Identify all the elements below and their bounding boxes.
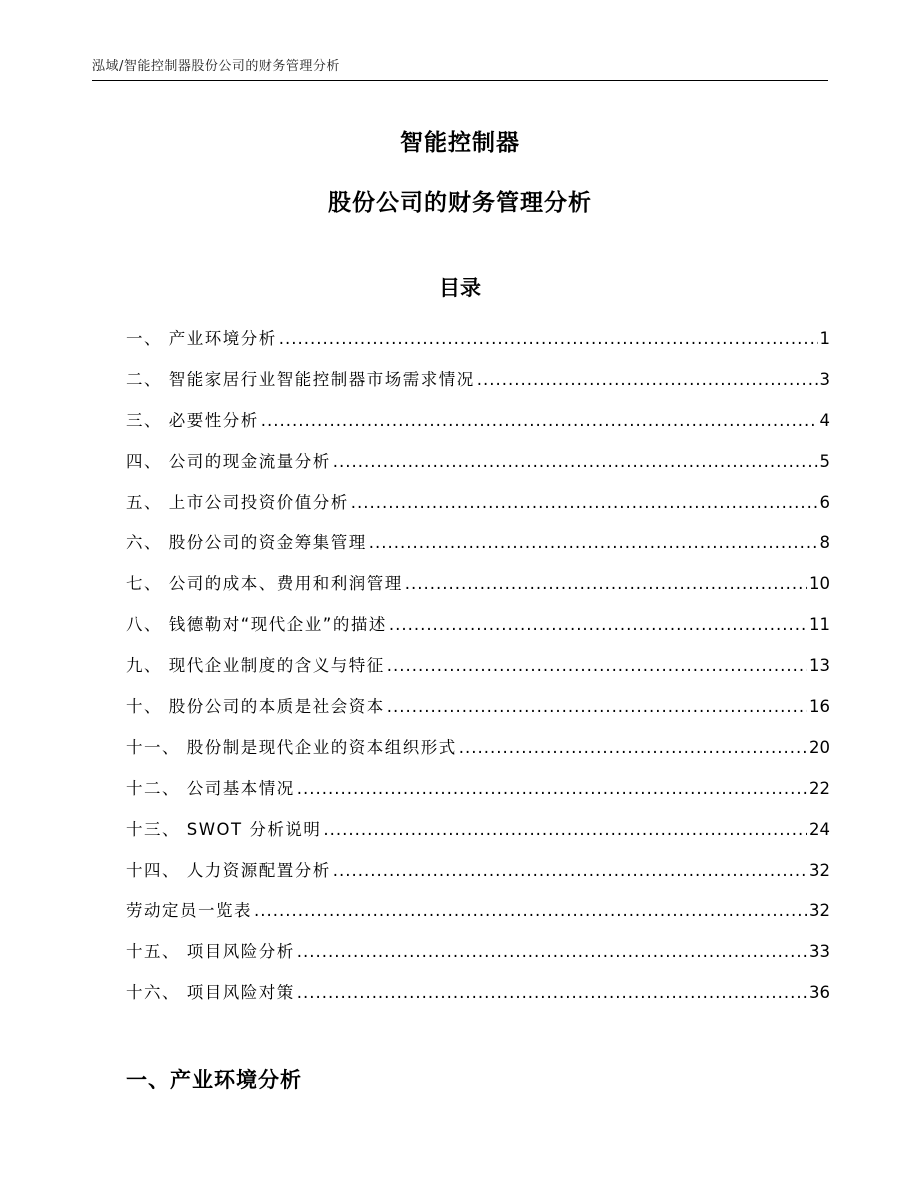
- toc-leader-dots: [297, 779, 807, 798]
- toc-entry-page: 1: [819, 329, 830, 348]
- toc-entry-page: 16: [809, 697, 830, 717]
- toc-entry[interactable]: [126, 611, 830, 652]
- toc-leader-dots: [323, 820, 807, 839]
- toc-entry-page: 10: [809, 574, 830, 594]
- toc-entry[interactable]: [126, 489, 830, 530]
- toc-entry-page: 3: [819, 369, 830, 389]
- toc-leader-dots: [389, 615, 807, 634]
- toc-entry-label: 十四、 人力资源配置分析: [126, 860, 331, 880]
- toc-entry[interactable]: [126, 775, 830, 816]
- toc-leader-dots: [405, 574, 807, 593]
- document-title-line-1: 智能控制器: [400, 130, 520, 156]
- toc-entry[interactable]: [126, 693, 830, 734]
- toc-entry[interactable]: [126, 734, 830, 775]
- toc-entry-page: 4: [819, 410, 830, 430]
- toc-leader-dots: [477, 370, 818, 389]
- toc-entry-label: 八、 钱德勒对“现代企业”的描述: [126, 615, 387, 635]
- toc-entry-page: 36: [809, 983, 830, 1003]
- toc-entry[interactable]: [126, 366, 830, 407]
- toc-entry-page: 6: [819, 492, 830, 512]
- toc-entry[interactable]: [126, 816, 830, 857]
- toc-leader-dots: [333, 861, 807, 880]
- toc-entry-page: 33: [809, 942, 830, 962]
- toc-entry-label: 二、 智能家居行业智能控制器市场需求情况: [126, 369, 475, 389]
- toc-entry-page: 11: [809, 615, 830, 635]
- toc-entry-label: 十二、 公司基本情况: [126, 778, 295, 798]
- toc-entry[interactable]: [126, 529, 830, 570]
- toc-entry-page: 20: [809, 737, 830, 757]
- toc-entry-page: 24: [809, 819, 830, 839]
- document-title-line-2: 股份公司的财务管理分析: [328, 190, 592, 216]
- toc-entry-page: 5: [819, 451, 830, 471]
- toc-entry-label: 劳动定员一览表: [126, 901, 252, 921]
- toc-leader-dots: [297, 942, 807, 961]
- toc-entry-label: 十、 股份公司的本质是社会资本: [126, 697, 385, 717]
- toc-entry-page: 32: [809, 901, 830, 921]
- toc-entry-label: 十六、 项目风险对策: [126, 983, 295, 1003]
- toc-entry-label: 七、 公司的成本、费用和利润管理: [126, 574, 403, 594]
- toc-entry-label: 六、 股份公司的资金筹集管理: [126, 533, 367, 553]
- toc-entry[interactable]: [126, 897, 830, 938]
- toc-entry-page: 8: [819, 533, 830, 553]
- table-of-contents: [126, 325, 830, 1020]
- toc-entry-label: 四、 公司的现金流量分析: [126, 451, 331, 471]
- toc-entry-label: 十五、 项目风险分析: [126, 942, 295, 962]
- toc-entry-label: 五、 上市公司投资价值分析: [126, 492, 349, 512]
- toc-entry[interactable]: [126, 979, 830, 1020]
- toc-leader-dots: [333, 452, 818, 471]
- section-heading: 一、产业环境分析: [126, 1068, 302, 1092]
- toc-leader-dots: [297, 983, 807, 1002]
- toc-entry-page: 13: [809, 656, 830, 676]
- toc-entry-label: 一、 产业环境分析: [126, 329, 277, 348]
- toc-entry[interactable]: [126, 407, 830, 448]
- toc-leader-dots: [387, 656, 807, 675]
- toc-entry-page: 32: [809, 860, 830, 880]
- toc-entry-label: 十三、 SWOT 分析说明: [126, 819, 322, 839]
- toc-leader-dots: [351, 493, 818, 512]
- toc-entry[interactable]: [126, 938, 830, 979]
- toc-leader-dots: [279, 329, 818, 348]
- toc-entry[interactable]: [126, 652, 830, 693]
- header-divider: [92, 80, 828, 81]
- toc-leader-dots: [254, 901, 807, 920]
- toc-entry[interactable]: [126, 570, 830, 611]
- toc-leader-dots: [387, 697, 807, 716]
- toc-entry[interactable]: [126, 857, 830, 898]
- running-header: 泓域/智能控制器股份公司的财务管理分析: [92, 59, 340, 74]
- toc-entry-page: 22: [809, 778, 830, 798]
- toc-entry-label: 十一、 股份制是现代企业的资本组织形式: [126, 737, 457, 757]
- toc-leader-dots: [459, 738, 807, 757]
- toc-leader-dots: [369, 533, 818, 552]
- toc-heading: 目录: [439, 276, 481, 300]
- toc-leader-dots: [261, 411, 818, 430]
- toc-entry[interactable]: [126, 448, 830, 489]
- toc-entry-label: 三、 必要性分析: [126, 410, 259, 430]
- toc-entry-label: 九、 现代企业制度的含义与特征: [126, 656, 385, 676]
- toc-entry[interactable]: [126, 325, 830, 366]
